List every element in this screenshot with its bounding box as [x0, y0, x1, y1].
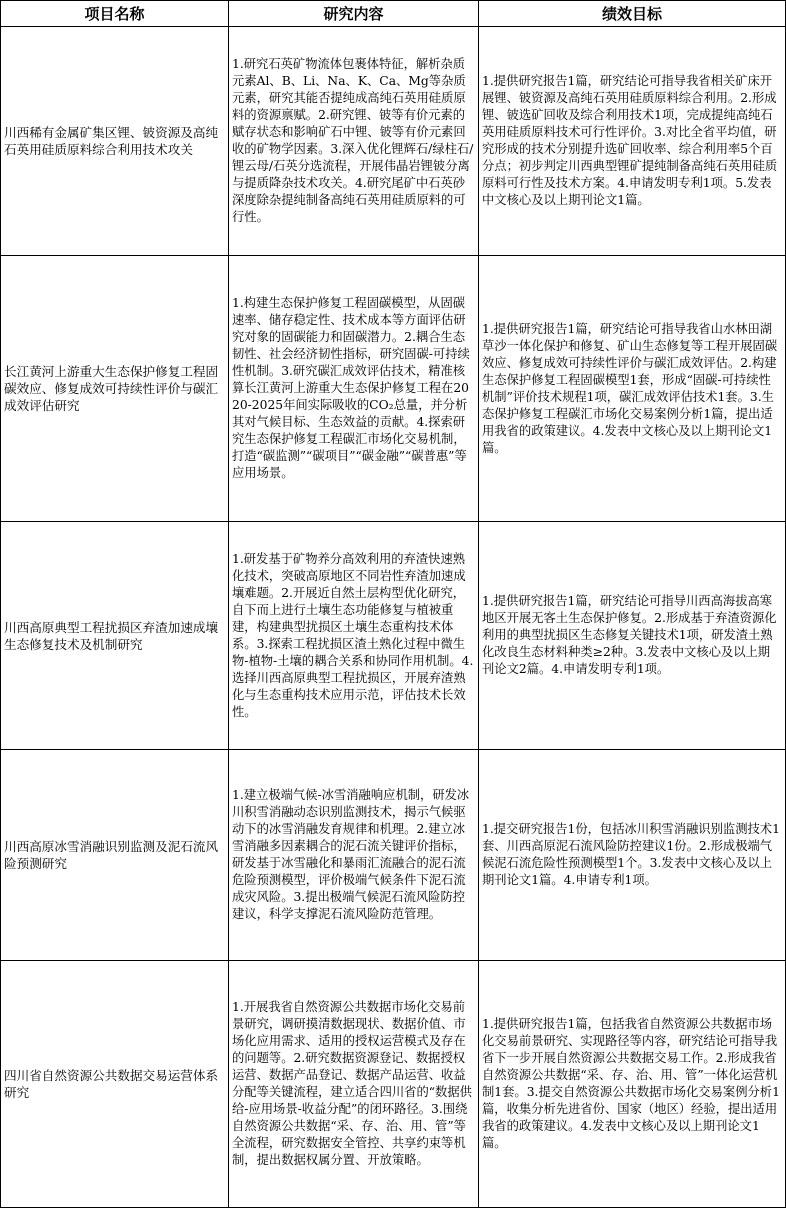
header-project-name: 项目名称	[1, 1, 229, 27]
table-row	[1, 961, 786, 1208]
table-row	[1, 256, 786, 522]
research-content-cell: 1.研究石英矿物流体包裹体特征，解析杂质元素Al、B、Li、Na、K、Ca、Mg等杂质元素，研究其能否提纯成高纯石英用硅质原料的资源禀赋。2.研究锂、铍等有价元素的赋存状态和影响矿石中锂、铍等有价元素回收的矿物学因素。3.深入优化锂辉石/绿柱石/锂云母/石英分选流程，开展伟晶岩锂铍分离与提质降杂技术攻关。4.研究尾矿中石英砂深度除杂提纯制备高纯石英用硅质原料的可行性。	[229, 27, 479, 256]
header-row	[1, 1, 786, 27]
performance-goal-cell: 1.提供研究报告1篇，研究结论可指导川西高海拔高寒地区开展无客土生态保护修复。2.形成基于弃渣资源化利用的典型扰损区生态修复关键技术1项，研发渣土熟化改良生态材料种类≥2种。3.发表中文核心及以上期刊论文2篇。4.申请发明专利1项。	[479, 522, 786, 750]
research-content-cell: 1.开展我省自然资源公共数据市场化交易前景研究，调研摸清数据现状、数据价值、市场化应用需求、适用的授权运营模式及存在的问题等。2.研究数据资源登记、数据授权运营、数据产品登记、数据产品运营、收益分配等关键流程，建立适合四川省的“数据供给-应用场景-收益分配”的闭环路径。3.围绕自然资源公共数据“采、存、治、用、管”等全流程，研究数据安全管控、共享约束等机制，提出数据权属分置、开放策略。	[229, 961, 479, 1208]
project-name-cell: 长江黄河上游重大生态保护修复工程固碳效应、修复成效可持续性评价与碳汇成效评估研究	[1, 256, 229, 522]
table-row	[1, 522, 786, 750]
project-name-cell: 川西稀有金属矿集区锂、铍资源及高纯石英用硅质原料综合利用技术攻关	[1, 27, 229, 256]
performance-goal-cell: 1.提交研究报告1份，包括冰川积雪消融识别监测技术1套、川西高原泥石流风险防控建议1份。2.形成极端气候泥石流危险性预测模型1个。3.发表中文核心及以上期刊论文1篇。4.申请专利1项。	[479, 750, 786, 961]
research-content-cell: 1.研发基于矿物养分高效利用的弃渣快速熟化技术，突破高原地区不同岩性弃渣加速成壤难题。2.开展近自然土层构型优化研究，自下而上进行土壤生态功能修复与植被重建，构建典型扰损区土壤生态重构技术体系。3.探索工程扰损区渣土熟化过程中微生物-植物-土壤的耦合关系和协同作用机制。4.选择川西高原典型工程扰损区，开展弃渣熟化与生态重构技术应用示范，评估技术长效性。	[229, 522, 479, 750]
header-performance-goal: 绩效目标	[479, 1, 786, 27]
performance-goal-cell: 1.提供研究报告1篇，包括我省自然资源公共数据市场化交易前景研究、实现路径等内容，研究结论可指导我省下一步开展自然资源公共数据交易工作。2.形成我省自然资源公共数据“采、存、治、用、管”一体化运营机制1套。3.提交自然资源公共数据市场化交易案例分析1篇，收集分析先进省份、国家（地区）经验，提出适用我省的政策建议。4.发表中文核心及以上期刊论文1篇。	[479, 961, 786, 1208]
performance-goal-cell: 1.提供研究报告1篇，研究结论可指导我省相关矿床开展锂、铍资源及高纯石英用硅质原料综合利用。2.形成锂、铍选矿回收及综合利用技术1项，完成提纯高纯石英用硅质原料技术可行性评价。3.对比全省平均值，研究形成的技术分别提升选矿回收率、综合利用率5个百分点；初步判定川西典型锂矿提纯制备高纯石英用硅质原料可行性及技术方案。4.申请发明专利1项。5.发表中文核心及以上期刊论文1篇。	[479, 27, 786, 256]
performance-goal-cell: 1.提供研究报告1篇，研究结论可指导我省山水林田湖草沙一体化保护和修复、矿山生态修复等工程开展固碳效应、修复成效可持续性评价与碳汇成效评估。2.构建生态保护修复工程固碳模型1套，形成“固碳-可持续性机制”评价技术规程1项，碳汇成效评估技术1套。3.生态保护修复工程碳汇市场化交易案例分析1篇，提出适用我省的政策建议。4.发表中文核心及以上期刊论文1篇。	[479, 256, 786, 522]
research-content-cell: 1.建立极端气候-冰雪消融响应机制，研发冰川积雪消融动态识别监测技术，揭示气候驱动下的冰雪消融发育规律和机理。2.建立冰雪消融多因素耦合的泥石流关键评价指标，研发基于冰雪融化和暴雨汇流融合的泥石流危险预测模型，评价极端气候条件下泥石流成灾风险。3.提出极端气候泥石流风险防控建议，科学支撑泥石流风险防范管理。	[229, 750, 479, 961]
research-content-cell: 1.构建生态保护修复工程固碳模型，从固碳速率、储存稳定性、技术成本等方面评估研究对象的固碳能力和固碳潜力。2.耦合生态韧性、社会经济韧性指标，研究固碳-可持续性机制。3.研究碳汇成效评估技术，精准核算长江黄河上游重大生态保护修复工程在2020-2025年间实际吸收的CO₂总量，并分析其对气候目标、生态效益的贡献。4.探索研究生态保护修复工程碳汇市场化交易机制，打造“碳监测”“碳项目”“碳金融”“碳普惠”等应用场景。	[229, 256, 479, 522]
table-row	[1, 27, 786, 256]
project-name-cell: 川西高原典型工程扰损区弃渣加速成壤生态修复技术及机制研究	[1, 522, 229, 750]
project-name-cell: 四川省自然资源公共数据交易运营体系研究	[1, 961, 229, 1208]
table-row	[1, 750, 786, 961]
header-research-content: 研究内容	[229, 1, 479, 27]
project-name-cell: 川西高原冰雪消融识别监测及泥石流风险预测研究	[1, 750, 229, 961]
